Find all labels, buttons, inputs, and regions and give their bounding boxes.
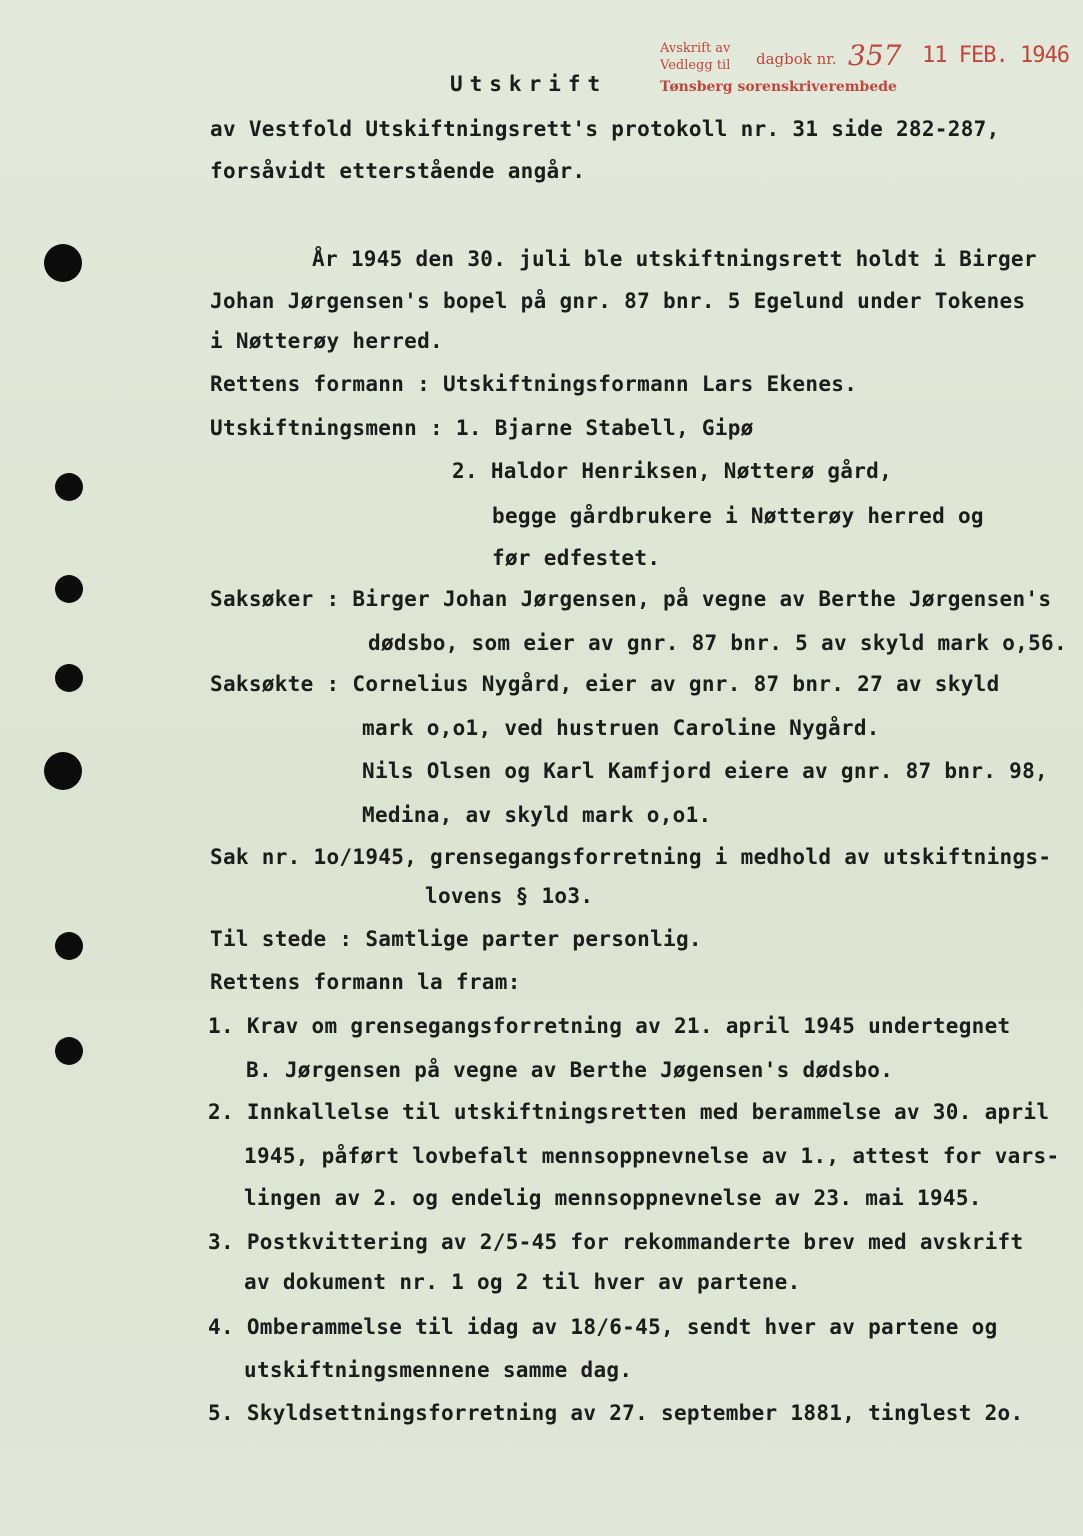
text-line: Saksøker : Birger Johan Jørgensen, på vegne av Berthe Jørgensen's xyxy=(210,587,1052,611)
text-line: av dokument nr. 1 og 2 til hver av partene. xyxy=(244,1270,801,1294)
text-line: År 1945 den 30. juli ble utskiftningsrett holdt i Birger xyxy=(312,247,1037,271)
text-line: Rettens formann la fram: xyxy=(210,970,521,994)
text-line: forsåvidt etterstående angår. xyxy=(210,159,586,183)
text-line: Johan Jørgensen's bopel på gnr. 87 bnr. 5 Egelund under Tokenes xyxy=(210,289,1026,313)
text-line: før edfestet. xyxy=(492,546,661,570)
text-line: mark o,o1, ved hustruen Caroline Nygård. xyxy=(362,716,880,740)
text-line: Medina, av skyld mark o,o1. xyxy=(362,803,712,827)
punch-hole xyxy=(55,575,83,603)
stamp-dagbok-label: dagbok nr. xyxy=(756,50,837,68)
stamp-line-2: Vedlegg til xyxy=(660,58,731,73)
punch-hole xyxy=(55,664,83,692)
text-line: begge gårdbrukere i Nøtterøy herred og xyxy=(492,504,984,528)
text-line: 2. Innkallelse til utskiftningsretten med berammelse av 30. april xyxy=(208,1100,1050,1124)
punch-hole xyxy=(44,244,82,282)
stamp-line-1: Avskrift av xyxy=(660,41,731,56)
text-line: lovens § 1o3. xyxy=(425,884,594,908)
text-line: Sak nr. 1o/1945, grensegangsforretning i medhold av utskiftnings- xyxy=(210,845,1052,869)
text-line: Utskiftningsmenn : 1. Bjarne Stabell, Gipø xyxy=(210,416,754,440)
text-line: 4. Omberammelse til idag av 18/6-45, sendt hver av partene og xyxy=(208,1315,998,1339)
text-line: 2. Haldor Henriksen, Nøtterø gård, xyxy=(452,459,893,483)
stamp-date: 11 FEB. 1946 xyxy=(922,43,1069,68)
text-line: Til stede : Samtlige parter personlig. xyxy=(210,927,702,951)
text-line: i Nøtterøy herred. xyxy=(210,329,443,353)
stamp-office: Tønsberg sorenskriverembede xyxy=(660,79,897,95)
punch-hole xyxy=(44,752,82,790)
text-line: Nils Olsen og Karl Kamfjord eiere av gnr. 87 bnr. 98, xyxy=(362,759,1048,783)
text-line: 1. Krav om grensegangsforretning av 21. april 1945 undertegnet xyxy=(208,1014,1011,1038)
text-line: 1945, påført lovbefalt mennsoppnevnelse av 1., attest for vars- xyxy=(244,1144,1060,1168)
text-line: av Vestfold Utskiftningsrett's protokoll nr. 31 side 282-287, xyxy=(210,117,1000,141)
text-line: 5. Skyldsettningsforretning av 27. september 1881, tinglest 2o. xyxy=(208,1401,1024,1425)
text-line: utskiftningsmennene samme dag. xyxy=(244,1358,633,1382)
text-line: B. Jørgensen på vegne av Berthe Jøgensen's dødsbo. xyxy=(246,1058,894,1082)
text-line: Saksøkte : Cornelius Nygård, eier av gnr. 87 bnr. 27 av skyld xyxy=(210,672,1000,696)
punch-hole xyxy=(55,1037,83,1065)
text-line: Rettens formann : Utskiftningsformann Lars Ekenes. xyxy=(210,372,858,396)
stamp-journal-number: 357 xyxy=(848,39,902,72)
document-title: Utskrift xyxy=(450,72,608,96)
text-line: 3. Postkvittering av 2/5-45 for rekommanderte brev med avskrift xyxy=(208,1230,1024,1254)
punch-hole xyxy=(55,473,83,501)
text-line: dødsbo, som eier av gnr. 87 bnr. 5 av skyld mark o,56. xyxy=(368,631,1067,655)
text-line: lingen av 2. og endelig mennsoppnevnelse av 23. mai 1945. xyxy=(244,1186,982,1210)
punch-hole xyxy=(55,932,83,960)
